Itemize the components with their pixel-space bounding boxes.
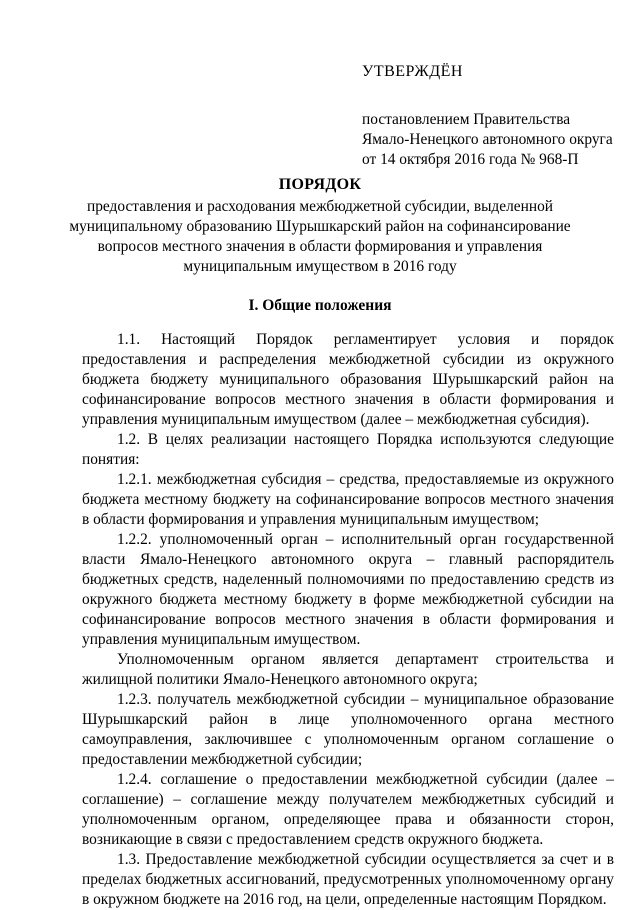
paragraph-1-2-3: 1.2.3. получатель межбюджетной субсидии – муниципальное образование Шурышкарский район в лице уполномоченного органа местного самоуправления, заключившее с уполномоченным органом соглашение о предоставлении межбюджетной субсидии; xyxy=(82,691,614,768)
section-heading: I. Общие положения xyxy=(248,297,392,314)
document-subtitle-line: предоставления и расходования межбюджетной субсидии, выделенной xyxy=(86,198,554,215)
paragraph-authorized-body: Уполномоченным органом является департамент строительства и жилищной политики Ямало-Ненецкого автономного округа; xyxy=(82,651,614,688)
document-subtitle-line: муниципальным имуществом в 2016 году xyxy=(183,258,457,275)
paragraph-1-1: 1.1. Настоящий Порядок регламентирует условия и порядок предоставления и распределения межбюджетной субсидии из окружного бюджета бюджету муниципального образования Шурышкарский район на софинансирование вопросов местного значения в области формирования и управления муниципальным имуществом (далее – межбюджетная субсидия). xyxy=(82,331,614,428)
approval-stamp xyxy=(362,62,632,170)
document-subtitle-line: вопросов местного значения в области формирования и управления xyxy=(97,238,543,255)
approval-line: Ямало-Ненецкого автономного округа xyxy=(362,131,613,148)
approval-heading: УТВЕРЖДЁН xyxy=(362,63,463,80)
document-body xyxy=(82,330,614,910)
paragraph-1-2-2: 1.2.2. уполномоченный орган – исполнительный орган государственной власти Ямало-Ненецкого автономного округа – главный распорядитель бюджетных средств, наделенный полномочиями по предоставлению средств из окружного бюджета местному бюджету в форме межбюджетной субсидии на софинансирование вопросов местного значения в области формирования и управления муниципальным имуществом. xyxy=(82,531,614,648)
approval-line: постановлением Правительства xyxy=(362,111,571,128)
approval-line: от 14 октября 2016 года № 968-П xyxy=(362,151,579,168)
document-title: ПОРЯДОК xyxy=(278,176,362,193)
paragraph-1-3: 1.3. Предоставление межбюджетной субсидии осуществляется за счет и в пределах бюджетных ассигнований, предусмотренных уполномоченному органу в окружном бюджете на 2016 год, на цели, определенные настоящим Порядком. xyxy=(82,851,614,908)
document-title-block xyxy=(60,175,580,277)
paragraph-1-2-1: 1.2.1. межбюджетная субсидия – средства, предоставляемые из окружного бюджета местному бюджету на софинансирование вопросов местного значения в области формирования и управления муниципальным имуществом; xyxy=(82,471,614,528)
document-subtitle-line: муниципальному образованию Шурышкарский район на софинансирование xyxy=(69,218,571,235)
paragraph-1-2-4: 1.2.4. соглашение о предоставлении межбюджетной субсидии (далее – соглашение) – соглашение между получателем межбюджетных субсидий и уполномоченным органом, определяющее права и обязанности сторон, возникающие в связи с предоставлением средств окружного бюджета. xyxy=(82,771,614,848)
paragraph-1-2: 1.2. В целях реализации настоящего Порядка используются следующие понятия: xyxy=(82,431,614,468)
